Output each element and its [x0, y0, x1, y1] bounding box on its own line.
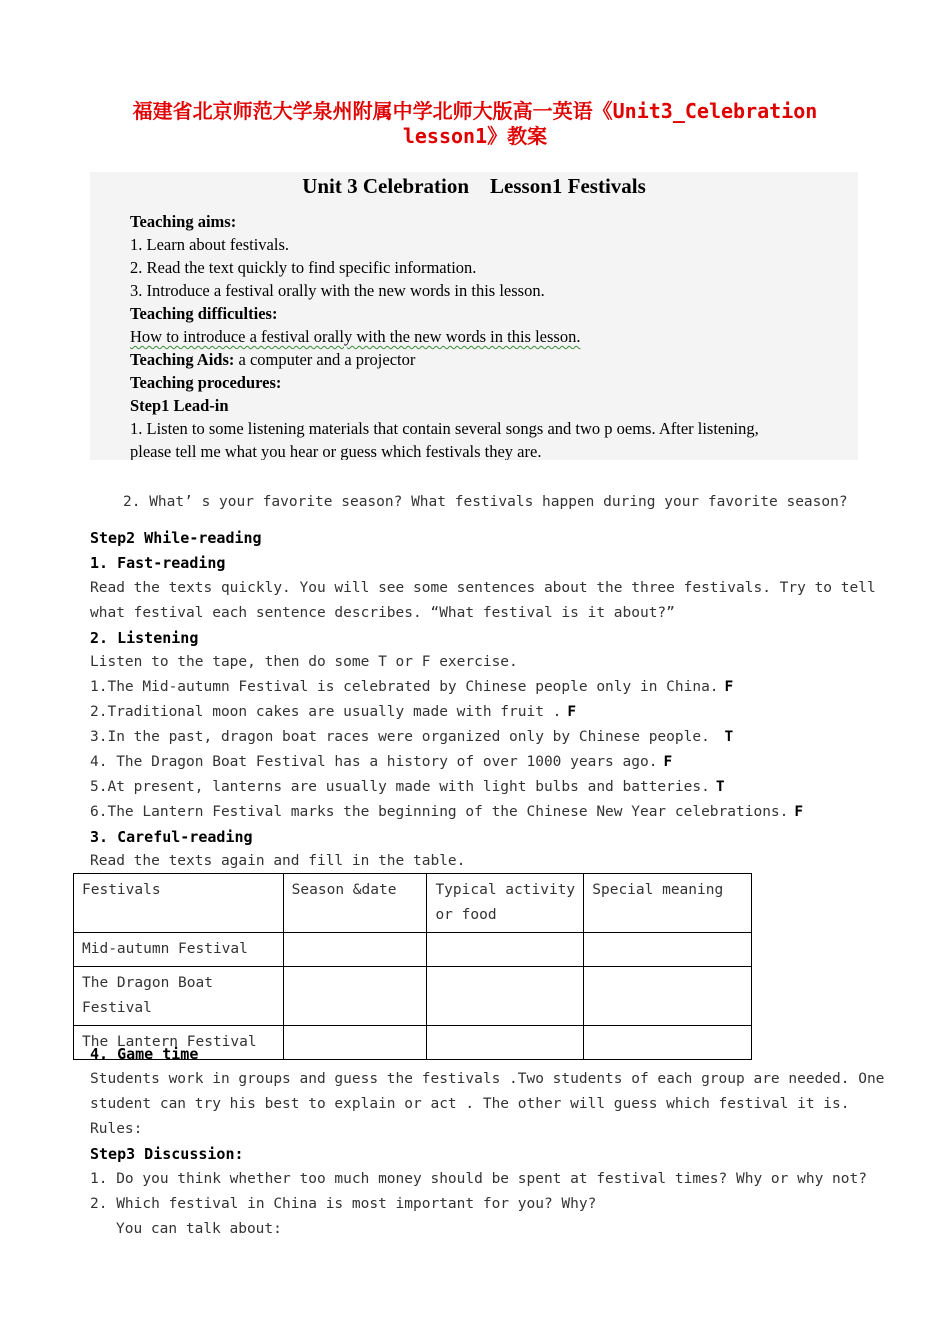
table-cell: [283, 933, 427, 967]
statement-answer: F: [724, 679, 734, 695]
table-cell: [427, 1026, 584, 1060]
table-cell: [584, 933, 752, 967]
statement-text: 5.At present, lanterns are usually made with light bulbs and batteries.: [90, 779, 710, 795]
document-title: [40, 99, 910, 149]
question-2: 2. What’ s your favorite season? What festivals happen during your favorite season?: [123, 494, 848, 510]
difficulties-heading: Teaching difficulties:: [130, 304, 278, 323]
table-header-cell: Festivals: [74, 874, 284, 933]
table-row: [74, 933, 752, 967]
table-cell: [283, 967, 427, 1026]
statement-text: 6.The Lantern Festival marks the beginning of the Chinese New Year celebrations.: [90, 804, 789, 820]
aids-text: a computer and a projector: [234, 350, 416, 369]
statement-answer: F: [567, 704, 577, 720]
fast-reading-line2: what festival each sentence describes. “What festival is it about?”: [90, 605, 675, 621]
aim-2: 2. Read the text quickly to find specific information.: [130, 258, 477, 277]
aim-1: 1. Learn about festivals.: [130, 235, 289, 254]
step3-heading: Step3 Discussion:: [90, 1145, 244, 1163]
table-cell: [584, 967, 752, 1026]
statement-3: [90, 727, 733, 747]
game-time-heading: 4. Game time: [90, 1045, 199, 1063]
discussion-q1: 1. Do you think whether too much money should be spent at festival times? Why or why not?: [90, 1171, 867, 1187]
statement-6: [90, 802, 803, 822]
table-cell: The Dragon Boat Festival: [74, 967, 284, 1026]
table-header-cell: Season &date: [283, 874, 427, 933]
statement-answer: F: [794, 804, 804, 820]
listening-intro: Listen to the tape, then do some T or F exercise.: [90, 654, 518, 670]
table-cell: [427, 967, 584, 1026]
table-cell: The Lantern Festival: [74, 1026, 284, 1060]
festival-table: [73, 873, 752, 1060]
step1-heading: Step1 Lead-in: [130, 396, 229, 415]
slide-image: [90, 172, 858, 460]
discussion-q2: 2. Which festival in China is most important for you? Why?: [90, 1196, 597, 1212]
table-header-row: [74, 874, 752, 933]
table-row: [74, 967, 752, 1026]
aids-heading: Teaching Aids:: [130, 350, 235, 369]
aids-line: [130, 348, 415, 371]
table-header-cell: Typical activity or food: [427, 874, 584, 933]
document-title-line2: lesson1》教案: [402, 124, 548, 148]
step1-line2: please tell me what you hear or guess which festivals they are.: [130, 442, 542, 460]
game-line1: Students work in groups and guess the festivals .Two students of each group are needed. One: [90, 1071, 885, 1087]
statement-answer: T: [715, 779, 725, 795]
statement-answer: F: [663, 754, 673, 770]
fast-reading-line1: Read the texts quickly. You will see some sentences about the three festivals. Try to tell: [90, 580, 876, 596]
game-line2: student can try his best to explain or act . The other will guess which festival it is.: [90, 1096, 850, 1112]
difficulties-text: How to introduce a festival orally with the new words in this lesson.: [130, 327, 581, 346]
procedures-heading: Teaching procedures:: [130, 373, 282, 392]
slide-title: [90, 172, 858, 200]
aim-3: 3. Introduce a festival orally with the new words in this lesson.: [130, 281, 545, 300]
table-cell: [584, 1026, 752, 1060]
slide-title-lesson: Lesson1 Festivals: [490, 174, 646, 198]
statement-text: 1.The Mid-autumn Festival is celebrated by Chinese people only in China.: [90, 679, 719, 695]
statement-text: 4. The Dragon Boat Festival has a history of over 1000 years ago.: [90, 754, 658, 770]
talk-about: You can talk about:: [116, 1221, 282, 1237]
statement-1: [90, 677, 733, 697]
step2-heading: Step2 While-reading: [90, 529, 262, 547]
careful-reading-heading: 3. Careful-reading: [90, 828, 253, 846]
rules-label: Rules:: [90, 1121, 143, 1137]
table-header-cell: Special meaning: [584, 874, 752, 933]
careful-reading-intro: Read the texts again and fill in the table.: [90, 853, 466, 869]
listening-heading: 2. Listening: [90, 629, 199, 647]
table-cell: Mid-autumn Festival: [74, 933, 284, 967]
table-cell: [427, 933, 584, 967]
fast-reading-heading: 1. Fast-reading: [90, 554, 226, 572]
table-cell: [283, 1026, 427, 1060]
step1-line1: 1. Listen to some listening materials that contain several songs and two p oems. After listening,: [130, 419, 759, 438]
statement-text: 2.Traditional moon cakes are usually made with fruit .: [90, 704, 562, 720]
statement-5: [90, 777, 725, 797]
slide-title-unit: Unit 3 Celebration: [302, 174, 470, 198]
aims-heading: Teaching aims:: [130, 212, 237, 231]
statement-answer: T: [724, 729, 734, 745]
statement-4: [90, 752, 672, 772]
statement-2: [90, 702, 576, 722]
statement-text: 3.In the past, dragon boat races were organized only by Chinese people.: [90, 729, 719, 745]
document-title-line1: 福建省北京师范大学泉州附属中学北师大版高一英语《Unit3_Celebration: [132, 99, 818, 123]
